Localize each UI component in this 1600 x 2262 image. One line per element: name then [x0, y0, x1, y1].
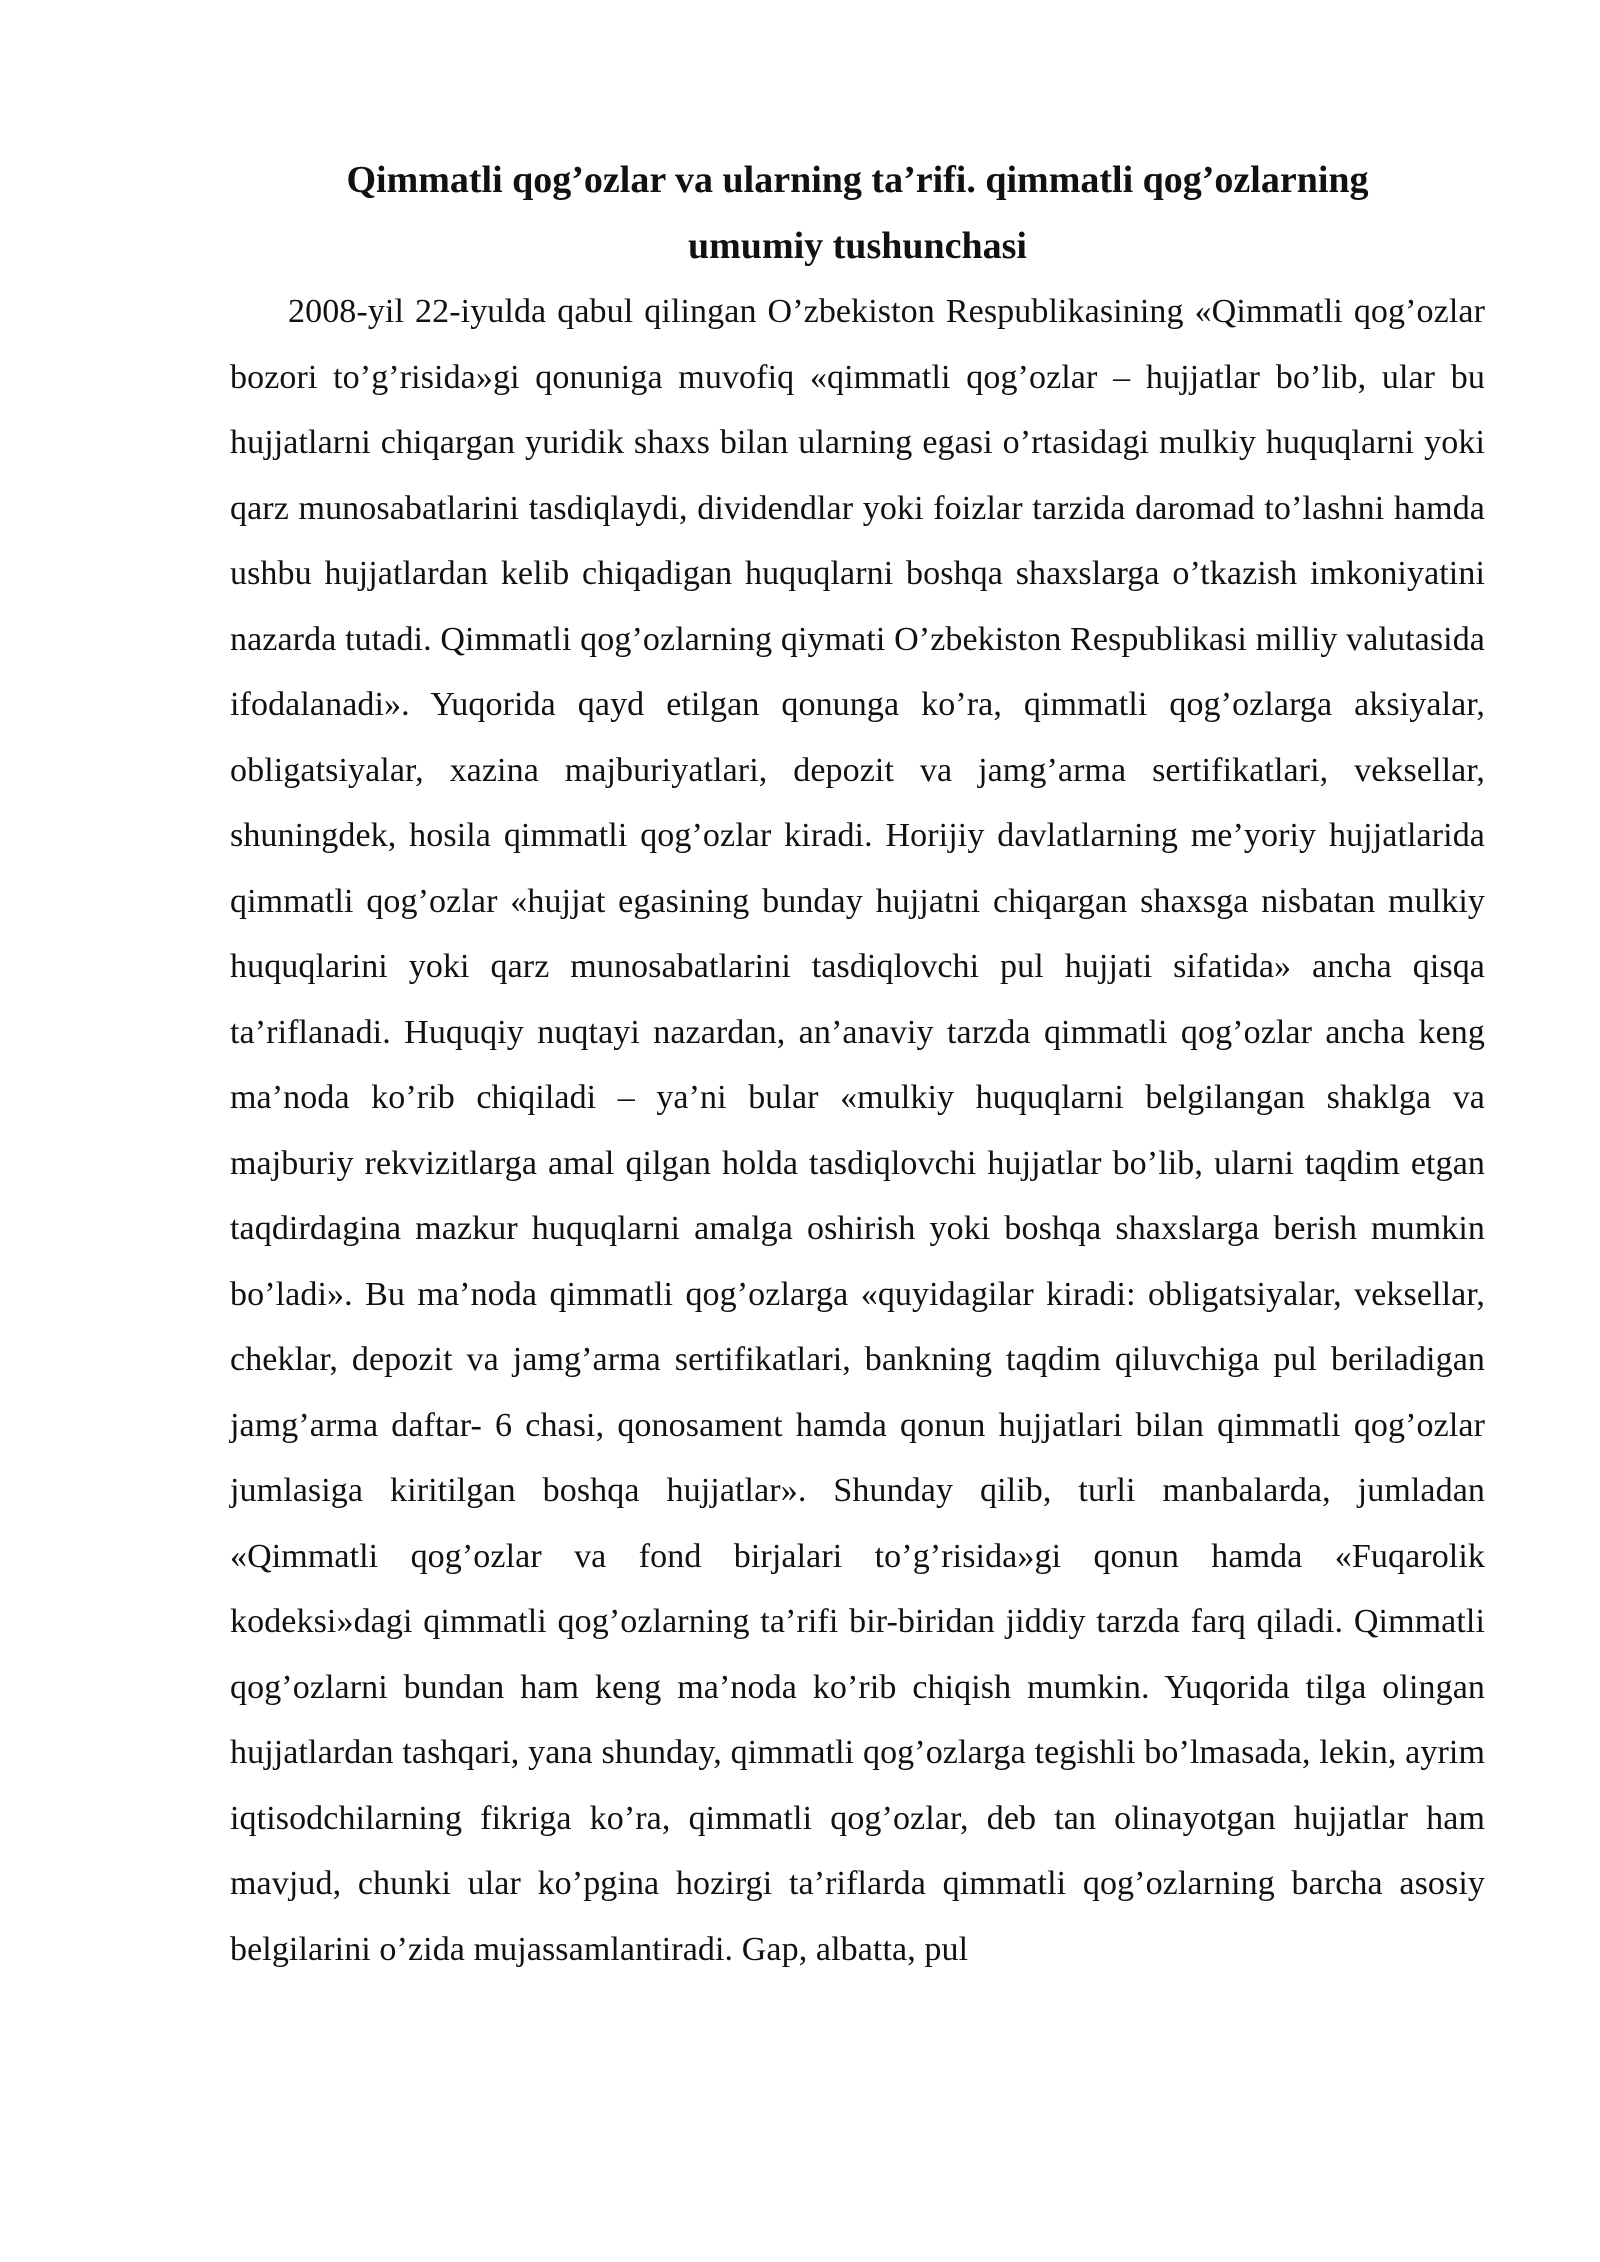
title-line-2: umumiy tushunchasi	[688, 224, 1027, 267]
page-title	[230, 148, 1485, 279]
body-paragraph: 2008-yil 22-iyulda qabul qilingan O’zbekiston Respublikasining «Qimmatli qog’ozlar bozori to’g’risida»gi qonuniga muvofiq «qimmatli qog’ozlar – hujjatlar bo’lib, ular bu hujjatlarni chiqargan yuridik shaxs bilan ularning egasi o’rtasidagi mulkiy huquqlarni yoki qarz munosabatlarini tasdiqlaydi, dividendlar yoki foizlar tarzida daromad to’lashni hamda ushbu hujjatlardan kelib chiqadigan huquqlarni boshqa shaxslarga o’tkazish imkoniyatini nazarda tutadi. Qimmatli qog’ozlarning qiymati O’zbekiston Respublikasi milliy valutasida ifodalanadi». Yuqorida qayd etilgan qonunga ko’ra, qimmatli qog’ozlarga aksiyalar, obligatsiyalar, xazina majburiyatlari, depozit va jamg’arma sertifikatlari, veksellar, shuningdek, hosila qimmatli qog’ozlar kiradi. Horijiy davlatlarning me’yoriy hujjatlarida qimmatli qog’ozlar «hujjat egasining bunday hujjatni chiqargan shaxsga nisbatan mulkiy huquqlarini yoki qarz munosabatlarini tasdiqlovchi pul hujjati sifatida» ancha qisqa ta’riflanadi. Huquqiy nuqtayi nazardan, an’anaviy tarzda qimmatli qog’ozlar ancha keng ma’noda ko’rib chiqiladi – ya’ni bular «mulkiy huquqlarni belgilangan shaklga va majburiy rekvizitlarga amal qilgan holda tasdiqlovchi hujjatlar bo’lib, ularni taqdim etgan taqdirdagina mazkur huquqlarni amalga oshirish yoki boshqa shaxslarga berish mumkin bo’ladi». Bu ma’noda qimmatli qog’ozlarga «quyidagilar kiradi: obligatsiyalar, veksellar, cheklar, depozit va jamg’arma sertifikatlari, bankning taqdim qiluvchiga pul beriladigan jamg’arma daftar- 6 chasi, qonosament hamda qonun hujjatlari bilan qimmatli qog’ozlar jumlasiga kiritilgan boshqa hujjatlar». Shunday qilib, turli manbalarda, jumladan «Qimmatli qog’ozlar va fond birjalari to’g’risida»gi qonun hamda «Fuqarolik kodeksi»dagi qimmatli qog’ozlarning ta’rifi bir-biridan jiddiy tarzda farq qiladi. Qimmatli qog’ozlarni bundan ham keng ma’noda ko’rib chiqish mumkin. Yuqorida tilga olingan hujjatlardan tashqari, yana shunday, qimmatli qog’ozlarga tegishli bo’lmasada, lekin, ayrim iqtisodchilarning fikriga ko’ra, qimmatli qog’ozlar, deb tan olinayotgan hujjatlar ham mavjud, chunki ular ko’pgina hozirgi ta’riflarda qimmatli qog’ozlarning barcha asosiy belgilarini o’zida mujassamlantiradi. Gap, albatta, pul	[230, 293, 1485, 1968]
title-line-1: Qimmatli qog’ozlar va ularning ta’rifi. qimmatli qog’ozlarning	[346, 159, 1369, 201]
document-content	[230, 148, 1485, 1982]
